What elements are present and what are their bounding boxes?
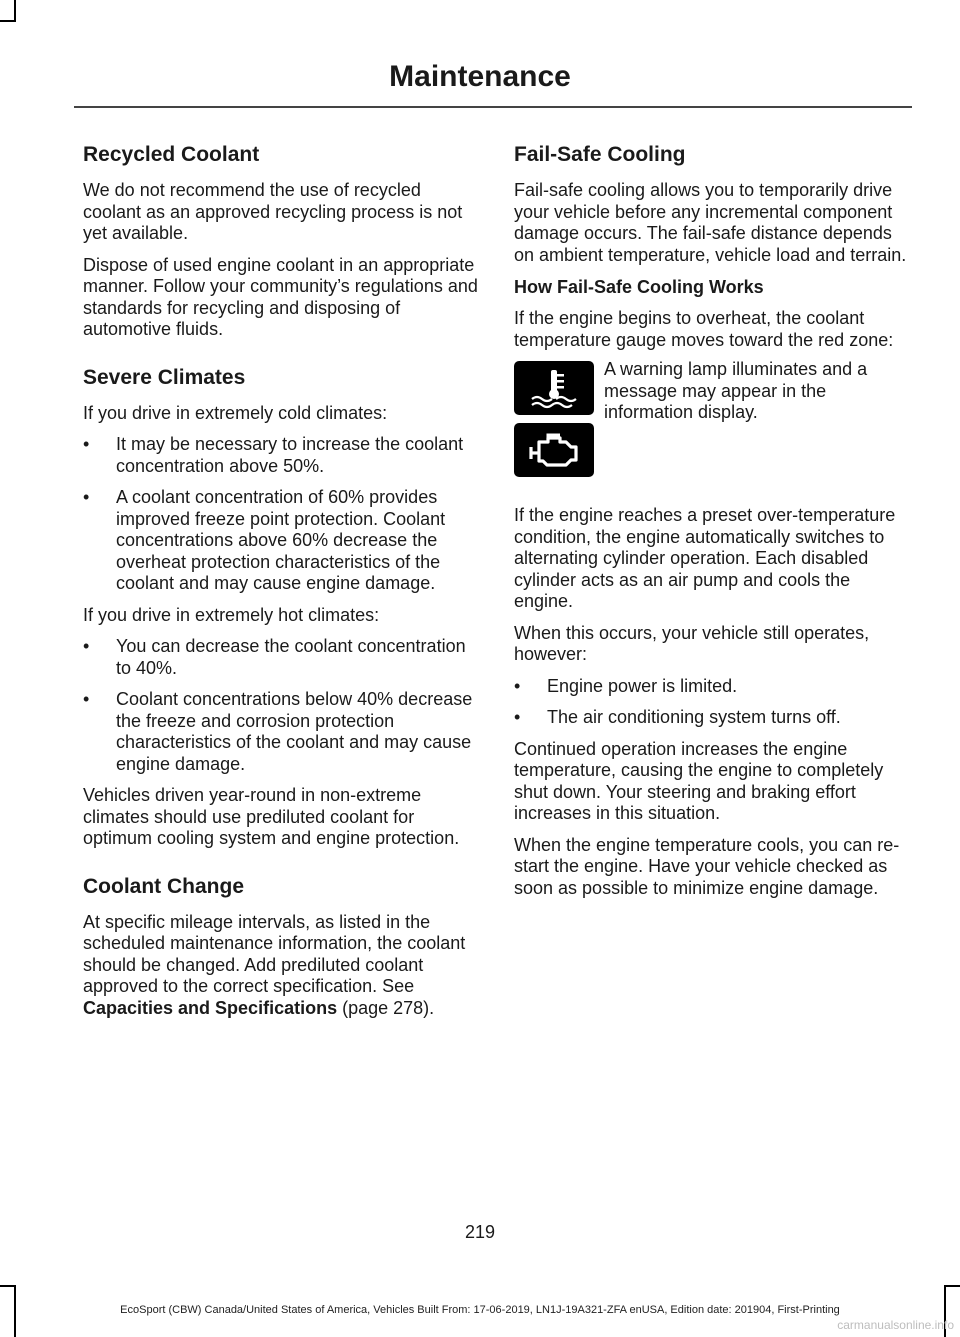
capacities-link[interactable]: Capacities and Specifications [83, 997, 338, 1018]
warning-lamp-icons [514, 361, 594, 477]
hot-climates-intro: If you drive in extremely hot climates: [83, 604, 380, 625]
footer-edition-info: EcoSport (CBW) Canada/United States of America, Vehicles Built From: 17-06-2019, LN1J-19A321-ZFA enUSA, Edition date: 201904, First-Printing [120, 1304, 840, 1316]
fail-safe-paragraph-6: When the engine temperature cools, you can re-start the engine. Have your vehicle checked as soon as possible to minimize engine damage. [514, 834, 900, 898]
list-item: • It may be necessary to increase the coolant concentration above 50%. [83, 434, 478, 477]
title-divider [74, 106, 912, 108]
recycled-coolant-paragraph-2: Dispose of used engine coolant in an appropriate manner. Follow your community’s regulations and standards for recycling and disposing of automotive fluids. [83, 254, 478, 339]
crop-mark-bottom-left-horizontal [0, 1285, 16, 1287]
year-round-paragraph: Vehicles driven year-round in non-extreme climates should use prediluted coolant for optimum cooling system and engine protection. [83, 785, 460, 848]
fail-safe-paragraph-3: If the engine reaches a preset over-temperature condition, the engine automatically switches to alternating cylinder operation. Each disabled cylinder acts as an air pump and cools the engine. [514, 505, 896, 611]
coolant-temperature-warning-icon [514, 361, 594, 415]
engine-check-warning-icon [514, 423, 594, 477]
fail-safe-list [514, 676, 909, 729]
fail-safe-cooling-heading: Fail-Safe Cooling [514, 143, 686, 166]
fail-safe-paragraph-4: When this occurs, your vehicle still operates, however: [514, 622, 870, 664]
coolant-change-paragraph: At specific mileage intervals, as listed in the scheduled maintenance information, the coolant should be changed. Add prediluted coolant approved to the correct specification. See Capacities and Specifications (page 278). [83, 911, 466, 1018]
watermark: carmanualsonline.info [837, 1318, 954, 1332]
severe-climates-heading: Severe Climates [83, 365, 246, 389]
right-column [514, 142, 909, 909]
crop-mark-bottom-right-horizontal [944, 1285, 960, 1287]
crop-mark-top-left-vertical [14, 0, 16, 20]
list-item: • Coolant concentrations below 40% decrease the freeze and corrosion protection characteristics of the coolant and may cause engine damage. [83, 689, 478, 775]
list-item: • A coolant concentration of 60% provides improved freeze point protection. Coolant concentrations above 60% decrease the overheat protection characteristics of the coolant and may cause engine damage. [83, 487, 478, 595]
fail-safe-paragraph-5: Continued operation increases the engine temperature, causing the engine to completely shut down. Your steering and braking effort increases in this situation. [514, 738, 884, 823]
list-item: • You can decrease the coolant concentration to 40%. [83, 636, 478, 679]
page-title: Maintenance [389, 60, 571, 93]
recycled-coolant-heading: Recycled Coolant [83, 143, 260, 166]
list-item: • Engine power is limited. [514, 676, 909, 698]
fail-safe-paragraph-1: Fail-safe cooling allows you to temporarily drive your vehicle before any incremental component damage occurs. The fail-safe distance depends on ambient temperature, vehicle load and terrain. [514, 180, 907, 265]
cold-climates-intro: If you drive in extremely cold climates: [83, 402, 388, 423]
warning-lamps-row [514, 361, 909, 477]
warning-lamp-description: A warning lamp illuminates and a message may appear in the information display. [604, 359, 868, 422]
hot-climates-list [83, 636, 478, 775]
crop-mark-top-left-horizontal [0, 20, 16, 22]
fail-safe-paragraph-2: If the engine begins to overheat, the coolant temperature gauge moves toward the red zone: [514, 308, 894, 350]
left-column [83, 142, 478, 1029]
cold-climates-list [83, 434, 478, 595]
how-fail-safe-works-heading: How Fail-Safe Cooling Works [514, 277, 764, 297]
list-item: • The air conditioning system turns off. [514, 707, 909, 729]
recycled-coolant-paragraph-1: We do not recommend the use of recycled coolant as an approved recycling process is not yet available. [83, 180, 463, 243]
page-number: 219 [464, 1222, 496, 1242]
coolant-change-heading: Coolant Change [83, 874, 244, 898]
